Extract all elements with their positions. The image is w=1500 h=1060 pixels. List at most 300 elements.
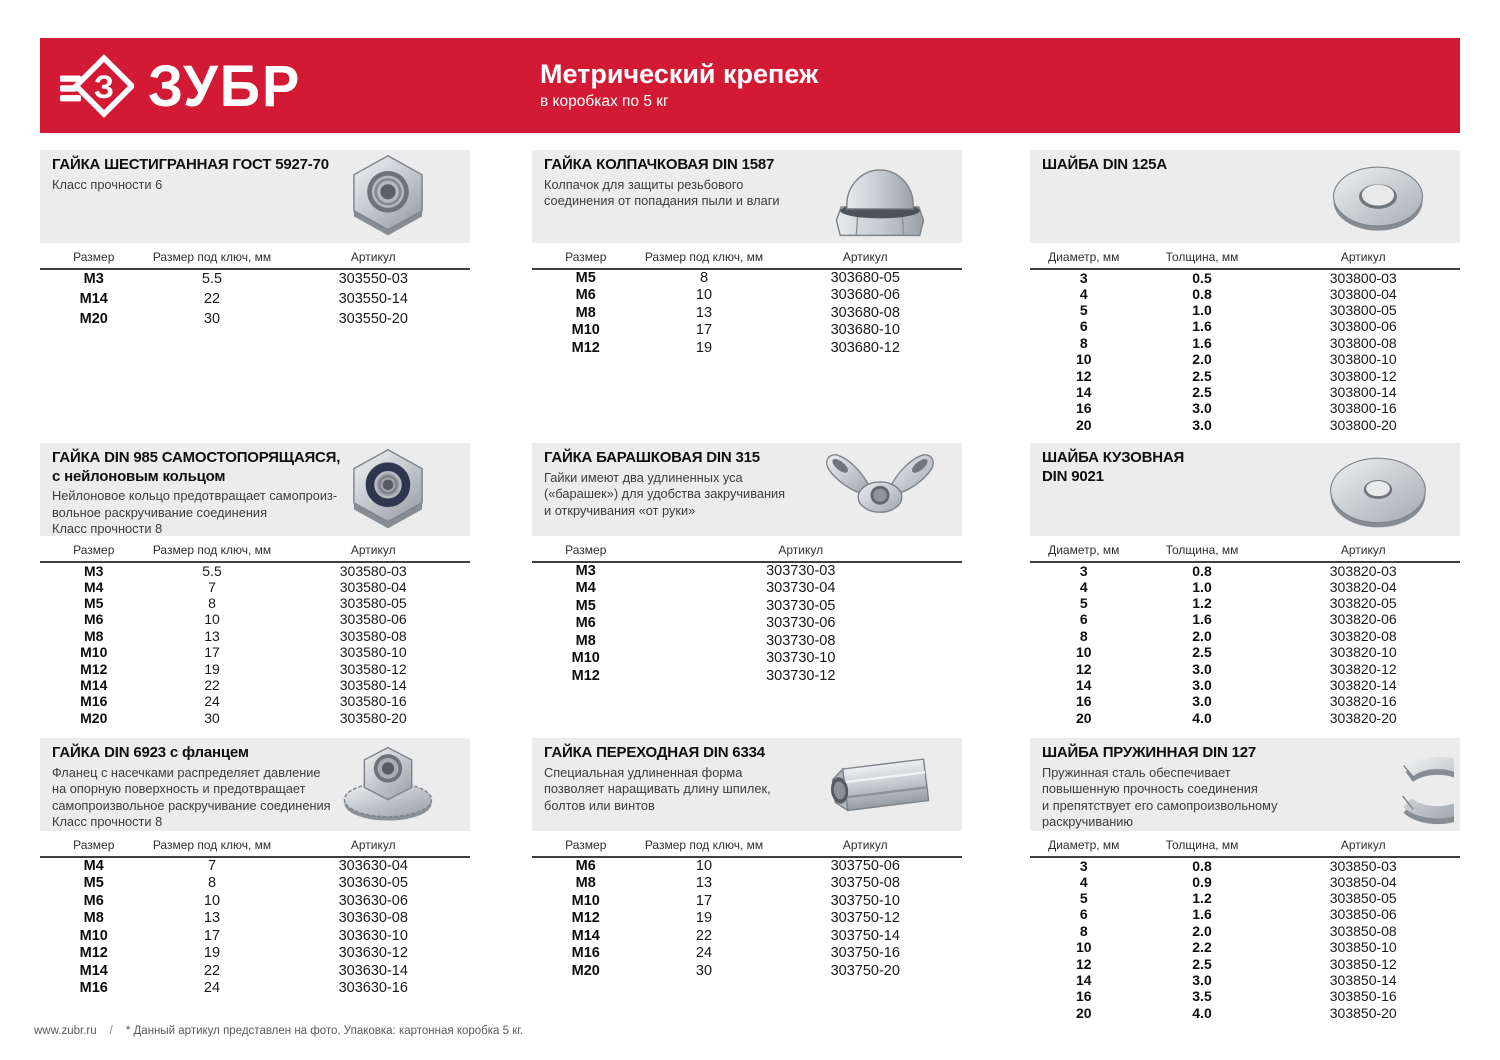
column-header: Размер — [40, 544, 148, 562]
sku-cell: 303800-08 — [1329, 334, 1397, 351]
table-header — [1030, 839, 1460, 857]
product-description-line: Класс прочности 8 — [52, 521, 163, 536]
table-row — [532, 875, 962, 893]
sku-cell: 303800-16 — [1329, 400, 1397, 417]
value-cell: 3.5 — [1192, 988, 1212, 1005]
value-cell: 17 — [204, 644, 220, 661]
product-info — [1042, 744, 1278, 831]
value-cell: М10 — [571, 650, 600, 666]
product-spec-table — [1030, 251, 1460, 433]
sku-cell: 303800-05 — [1329, 301, 1397, 318]
table-row — [1030, 972, 1460, 988]
column-header: Артикул — [277, 251, 471, 269]
sku-cell: 303630-08 — [338, 910, 408, 926]
value-cell: 5.5 — [202, 562, 222, 579]
value-cell: 5 — [1079, 301, 1088, 318]
table-header — [40, 251, 470, 269]
value-cell: М3 — [575, 563, 596, 579]
value-cell: 4 — [1079, 873, 1088, 890]
table-row — [1030, 384, 1460, 400]
column-header: Размер — [532, 251, 640, 269]
value-cell: 3.0 — [1192, 676, 1212, 693]
footer-separator: / — [109, 1025, 113, 1037]
value-cell: М5 — [83, 875, 104, 891]
value-cell: 17 — [695, 322, 713, 338]
value-cell: 1.0 — [1192, 301, 1212, 318]
table-row — [40, 289, 470, 309]
sku-cell: 303750-16 — [830, 945, 900, 961]
sku-cell: 303580-10 — [339, 644, 407, 661]
column-header: Артикул — [640, 544, 963, 562]
sku-cell: 303580-16 — [339, 693, 407, 710]
value-cell: 10 — [695, 287, 713, 303]
sku-cell: 303630-12 — [338, 945, 408, 961]
value-cell: 2.0 — [1192, 627, 1212, 644]
wing-nut-photo — [804, 445, 956, 535]
sku-cell: 303750-14 — [830, 927, 900, 944]
product-description-line: позволяет наращивать длину шпилек, — [544, 781, 771, 796]
value-cell: 8 — [1079, 922, 1088, 939]
value-cell: 14 — [1075, 971, 1092, 988]
product-title-line: ГАЙКА DIN 6923 с фланцем — [52, 744, 249, 761]
table-row — [1030, 988, 1460, 1004]
value-cell: 1.0 — [1192, 578, 1212, 595]
value-cell: 8 — [1079, 627, 1088, 644]
value-cell: 4 — [1079, 285, 1088, 302]
product-spec-table — [40, 839, 470, 997]
product-title — [1042, 744, 1278, 763]
value-cell: М4 — [84, 578, 104, 595]
product-header-panel — [40, 443, 470, 536]
table-row — [1030, 562, 1460, 578]
table-row — [40, 962, 470, 980]
table-row — [40, 562, 470, 578]
product-description — [544, 765, 771, 815]
product-description-line: повышенную прочность соединения — [1042, 781, 1258, 796]
column-header: Артикул — [1267, 251, 1461, 269]
sku-cell: 303820-08 — [1329, 627, 1397, 644]
column-header: Размер под ключ, мм — [640, 839, 769, 857]
table-header — [532, 839, 962, 857]
table-header — [40, 544, 470, 562]
value-cell: 13 — [695, 875, 713, 891]
value-cell: 22 — [695, 927, 713, 944]
table-row — [1030, 595, 1460, 611]
product-description-line: на опорную поверхность и предотвращает — [52, 781, 306, 796]
value-cell: 30 — [204, 709, 220, 726]
sku-cell: 303630-06 — [338, 892, 408, 909]
zubr-arrow-icon — [60, 52, 134, 120]
product-section-lock-nut-din-985 — [40, 443, 470, 726]
sku-cell: 303580-08 — [339, 627, 407, 644]
column-header: Артикул — [769, 839, 963, 857]
product-spec-table — [532, 839, 962, 980]
product-description-line: Фланец с насечками распределяет давление — [52, 764, 321, 780]
table-body — [532, 562, 962, 685]
table-row — [532, 580, 962, 598]
table-row — [532, 322, 962, 340]
value-cell: 19 — [204, 660, 220, 677]
column-header: Толщина, мм — [1138, 544, 1267, 562]
value-cell: М3 — [83, 271, 104, 288]
column-header: Размер под ключ, мм — [148, 544, 277, 562]
product-header-panel — [532, 738, 962, 831]
value-cell: 3.0 — [1192, 660, 1212, 677]
zubr-logo — [60, 51, 301, 121]
value-cell: 19 — [695, 910, 713, 926]
table-row — [1030, 367, 1460, 383]
product-title-line: ГАЙКА ШЕСТИГРАННАЯ ГОСТ 5927-70 — [52, 156, 329, 173]
value-cell: 20 — [1075, 1004, 1092, 1021]
table-body — [1030, 269, 1460, 433]
product-header-panel — [1030, 738, 1460, 831]
table-row — [532, 962, 962, 980]
sku-cell: 303820-05 — [1329, 594, 1397, 611]
value-cell: М6 — [575, 287, 596, 303]
sku-cell: 303850-05 — [1329, 889, 1397, 906]
value-cell: 22 — [203, 962, 221, 979]
hex-nut-photo — [312, 152, 464, 242]
table-header — [532, 251, 962, 269]
coupling-nut-photo — [804, 740, 956, 830]
sku-cell: 303820-03 — [1329, 562, 1397, 579]
sku-cell: 303680-10 — [830, 322, 900, 338]
product-info — [544, 156, 780, 210]
value-cell: 16 — [1075, 693, 1092, 710]
table-row — [1030, 873, 1460, 889]
value-cell: 0.8 — [1192, 285, 1212, 302]
table-row — [1030, 677, 1460, 693]
column-header: Толщина, мм — [1138, 839, 1267, 857]
table-header — [1030, 544, 1460, 562]
sku-cell: 303800-20 — [1329, 416, 1397, 433]
table-row — [40, 875, 470, 893]
table-row — [40, 892, 470, 910]
table-row — [40, 309, 470, 329]
sku-cell: 303730-12 — [766, 667, 836, 684]
table-row — [532, 562, 962, 580]
product-title-line: DIN 9021 — [1042, 467, 1104, 485]
column-header: Размер — [40, 251, 148, 269]
table-row — [1030, 302, 1460, 318]
sku-cell: 303550-14 — [338, 290, 408, 307]
table-row — [40, 595, 470, 611]
product-title — [544, 449, 785, 468]
value-cell: М5 — [575, 270, 596, 286]
table-row — [1030, 906, 1460, 922]
page-footer — [34, 1025, 523, 1037]
product-section-hex-nut-gost-5927-70 — [40, 150, 470, 329]
value-cell: М8 — [83, 910, 104, 926]
sku-cell: 303820-06 — [1329, 611, 1397, 628]
value-cell: 8 — [699, 270, 709, 286]
table-row — [1030, 857, 1460, 873]
sku-cell: 303630-05 — [338, 875, 408, 891]
sku-cell: 303820-10 — [1329, 644, 1397, 661]
product-spec-table — [1030, 544, 1460, 726]
table-header — [40, 839, 470, 857]
table-row — [1030, 660, 1460, 676]
table-header — [532, 544, 962, 562]
table-row — [40, 628, 470, 644]
value-cell: 22 — [204, 676, 220, 693]
value-cell: М20 — [79, 310, 108, 327]
product-title — [52, 156, 329, 175]
product-header-panel — [532, 443, 962, 536]
value-cell: 10 — [203, 892, 221, 909]
table-row — [1030, 351, 1460, 367]
sku-cell: 303750-12 — [830, 910, 900, 926]
product-section-spring-washer-din-127 — [1030, 738, 1460, 1021]
sku-cell: 303850-03 — [1329, 857, 1397, 874]
product-info — [1042, 449, 1184, 486]
sku-cell: 303680-06 — [830, 287, 900, 303]
table-row — [1030, 417, 1460, 433]
product-section-body-washer-din-9021 — [1030, 443, 1460, 726]
column-header: Размер под ключ, мм — [148, 839, 277, 857]
value-cell: М5 — [84, 594, 104, 611]
product-header-panel — [40, 738, 470, 831]
product-title-line: ГАЙКА DIN 985 САМОСТОПОРЯЩАЯСЯ, — [52, 449, 341, 466]
table-row — [1030, 710, 1460, 726]
sku-cell: 303850-16 — [1329, 988, 1397, 1005]
value-cell: 24 — [695, 945, 713, 961]
product-description-line: самопроизвольное раскручивание соединения — [52, 797, 331, 813]
value-cell: 12 — [1075, 955, 1092, 972]
value-cell: М10 — [79, 927, 108, 944]
product-title — [544, 156, 780, 175]
zubr-logo-text: ЗУБР — [148, 52, 302, 119]
sku-cell: 303850-08 — [1329, 922, 1397, 939]
value-cell: 5.5 — [201, 271, 223, 288]
table-body — [1030, 562, 1460, 726]
value-cell: М4 — [83, 858, 104, 874]
lock-nut-photo — [312, 445, 464, 535]
column-header: Размер — [532, 839, 640, 857]
sku-cell: 303750-20 — [830, 962, 900, 979]
sku-cell: 303750-06 — [830, 858, 900, 874]
value-cell: 8 — [208, 594, 216, 611]
flat-washer-photo — [1302, 152, 1454, 242]
value-cell: 16 — [1075, 988, 1092, 1005]
table-row — [1030, 939, 1460, 955]
sku-cell: 303820-12 — [1329, 660, 1397, 677]
product-header-panel — [1030, 443, 1460, 536]
value-cell: М6 — [83, 892, 104, 909]
value-cell: 3 — [1079, 857, 1088, 874]
value-cell: 14 — [1075, 383, 1092, 400]
product-title — [544, 744, 771, 763]
value-cell: 1.6 — [1192, 318, 1212, 335]
value-cell: 2.5 — [1192, 955, 1212, 972]
value-cell: 4.0 — [1192, 709, 1212, 726]
table-row — [532, 632, 962, 650]
sku-cell: 303730-04 — [766, 580, 836, 596]
table-row — [1030, 400, 1460, 416]
table-row — [1030, 578, 1460, 594]
value-cell: М14 — [571, 927, 600, 944]
product-section-cap-nut-din-1587 — [532, 150, 962, 357]
sku-cell: 303580-04 — [339, 578, 407, 595]
value-cell: 1.2 — [1192, 594, 1212, 611]
value-cell: 0.8 — [1192, 857, 1212, 874]
product-description-line: («барашек») для удобства закручивания — [544, 486, 786, 501]
sku-cell: 303800-06 — [1329, 318, 1397, 335]
table-row — [1030, 693, 1460, 709]
product-info — [52, 744, 331, 831]
product-info — [544, 744, 771, 814]
product-spec-table — [40, 544, 470, 726]
table-row — [1030, 335, 1460, 351]
value-cell: 1.2 — [1192, 889, 1212, 906]
table-row — [1030, 628, 1460, 644]
product-spec-table — [532, 251, 962, 357]
product-info — [52, 156, 329, 193]
product-title-line: ШАЙБА DIN 125A — [1042, 156, 1167, 173]
sku-cell: 303850-06 — [1329, 906, 1397, 923]
column-header: Размер под ключ, мм — [148, 251, 277, 269]
table-row — [40, 644, 470, 660]
value-cell: 8 — [1079, 334, 1088, 351]
value-cell: 16 — [1075, 400, 1092, 417]
sku-cell: 303580-03 — [339, 562, 407, 579]
table-row — [40, 945, 470, 963]
table-row — [40, 677, 470, 693]
sku-cell: 303730-06 — [766, 615, 836, 631]
sku-cell: 303750-08 — [830, 875, 900, 891]
product-header-panel — [1030, 150, 1460, 243]
value-cell: 5 — [1079, 889, 1088, 906]
column-header: Артикул — [1267, 544, 1461, 562]
sku-cell: 303580-14 — [339, 676, 407, 693]
value-cell: 3 — [1079, 562, 1088, 579]
table-row — [1030, 318, 1460, 334]
value-cell: М16 — [571, 945, 600, 961]
sku-cell: 303850-10 — [1329, 939, 1397, 956]
sku-cell: 303580-12 — [339, 660, 407, 677]
value-cell: 6 — [1079, 318, 1088, 335]
column-header: Артикул — [277, 839, 471, 857]
product-title — [52, 449, 340, 486]
table-row — [40, 693, 470, 709]
product-header-panel — [532, 150, 962, 243]
value-cell: М20 — [571, 962, 600, 979]
product-description-line: Пружинная сталь обеспечивает — [1042, 764, 1231, 780]
table-row — [532, 857, 962, 875]
value-cell: 5 — [1079, 594, 1088, 611]
product-description-line: раскручиванию — [1042, 814, 1134, 829]
value-cell: 2.5 — [1192, 367, 1212, 384]
cap-nut-photo — [804, 152, 956, 242]
value-cell: 7 — [207, 858, 217, 874]
table-row — [532, 667, 962, 685]
product-header-panel — [40, 150, 470, 243]
value-cell: 30 — [695, 962, 713, 979]
spring-washer-photo — [1302, 740, 1454, 830]
sku-cell: 303750-10 — [830, 892, 900, 909]
product-description-line: Нейлоновое кольцо предотвращает самопроиз- — [52, 488, 338, 503]
value-cell: 3.0 — [1192, 971, 1212, 988]
product-description-line: и препятствует его самопроизвольному — [1042, 797, 1278, 813]
value-cell: 3.0 — [1192, 416, 1212, 433]
table-row — [40, 611, 470, 627]
product-section-flange-nut-din-6923 — [40, 738, 470, 997]
product-section-washer-din-125a — [1030, 150, 1460, 433]
table-body — [532, 269, 962, 357]
header-banner — [40, 38, 1460, 133]
value-cell: М8 — [575, 632, 596, 649]
sku-cell: 303630-10 — [338, 927, 408, 944]
column-header: Размер — [40, 839, 148, 857]
sku-cell: 303680-12 — [830, 339, 900, 356]
product-section-coupling-nut-din-6334 — [532, 738, 962, 980]
product-description — [544, 470, 785, 520]
table-row — [1030, 955, 1460, 971]
value-cell: 4 — [1079, 578, 1088, 595]
sku-cell: 303820-20 — [1329, 709, 1397, 726]
sku-cell: 303580-06 — [339, 611, 407, 628]
product-info — [1042, 156, 1167, 175]
column-header: Размер под ключ, мм — [640, 251, 769, 269]
table-body — [40, 269, 470, 329]
product-section-wing-nut-din-315 — [532, 443, 962, 685]
product-info — [52, 449, 340, 538]
body-washer-photo — [1302, 445, 1454, 535]
value-cell: 6 — [1079, 611, 1088, 628]
value-cell: 17 — [695, 892, 713, 909]
product-title-line: ШАЙБА ПРУЖИННАЯ DIN 127 — [1042, 744, 1257, 761]
table-row — [40, 857, 470, 875]
value-cell: 24 — [203, 980, 221, 996]
product-description — [52, 177, 329, 194]
product-description — [544, 177, 780, 210]
value-cell: М8 — [575, 304, 596, 321]
value-cell: 20 — [1075, 709, 1092, 726]
table-row — [40, 578, 470, 594]
table-row — [532, 927, 962, 945]
value-cell: 2.5 — [1192, 644, 1212, 661]
value-cell: М4 — [575, 580, 596, 596]
footer-note: * Данный артикул представлен на фото. Упаковка: картонная коробка 5 кг. — [125, 1025, 524, 1037]
table-row — [40, 660, 470, 676]
table-row — [40, 927, 470, 945]
product-description-line: и откручивания «от руки» — [544, 502, 696, 518]
value-cell: 3.0 — [1192, 400, 1212, 417]
table-row — [40, 269, 470, 289]
table-row — [532, 304, 962, 322]
flange-nut-photo — [312, 740, 464, 830]
product-title-line: с нейлоновым кольцом — [52, 467, 226, 485]
value-cell: 19 — [695, 339, 713, 356]
sku-cell: 303630-16 — [338, 980, 408, 996]
value-cell: М8 — [84, 627, 104, 644]
value-cell: 4.0 — [1192, 1004, 1212, 1021]
product-spec-table — [40, 251, 470, 329]
table-row — [1030, 611, 1460, 627]
footer-url: www.zubr.ru — [34, 1025, 97, 1037]
table-row — [1030, 890, 1460, 906]
table-row — [1030, 285, 1460, 301]
value-cell: М10 — [571, 892, 600, 909]
table-row — [532, 892, 962, 910]
sku-cell: 303730-08 — [766, 632, 836, 649]
product-description — [52, 488, 340, 538]
value-cell: 24 — [204, 693, 220, 710]
table-row — [532, 910, 962, 928]
value-cell: 2.2 — [1192, 939, 1212, 956]
product-description-line: Колпачок для защиты резьбового — [544, 176, 744, 192]
sku-cell: 303630-04 — [338, 858, 408, 874]
